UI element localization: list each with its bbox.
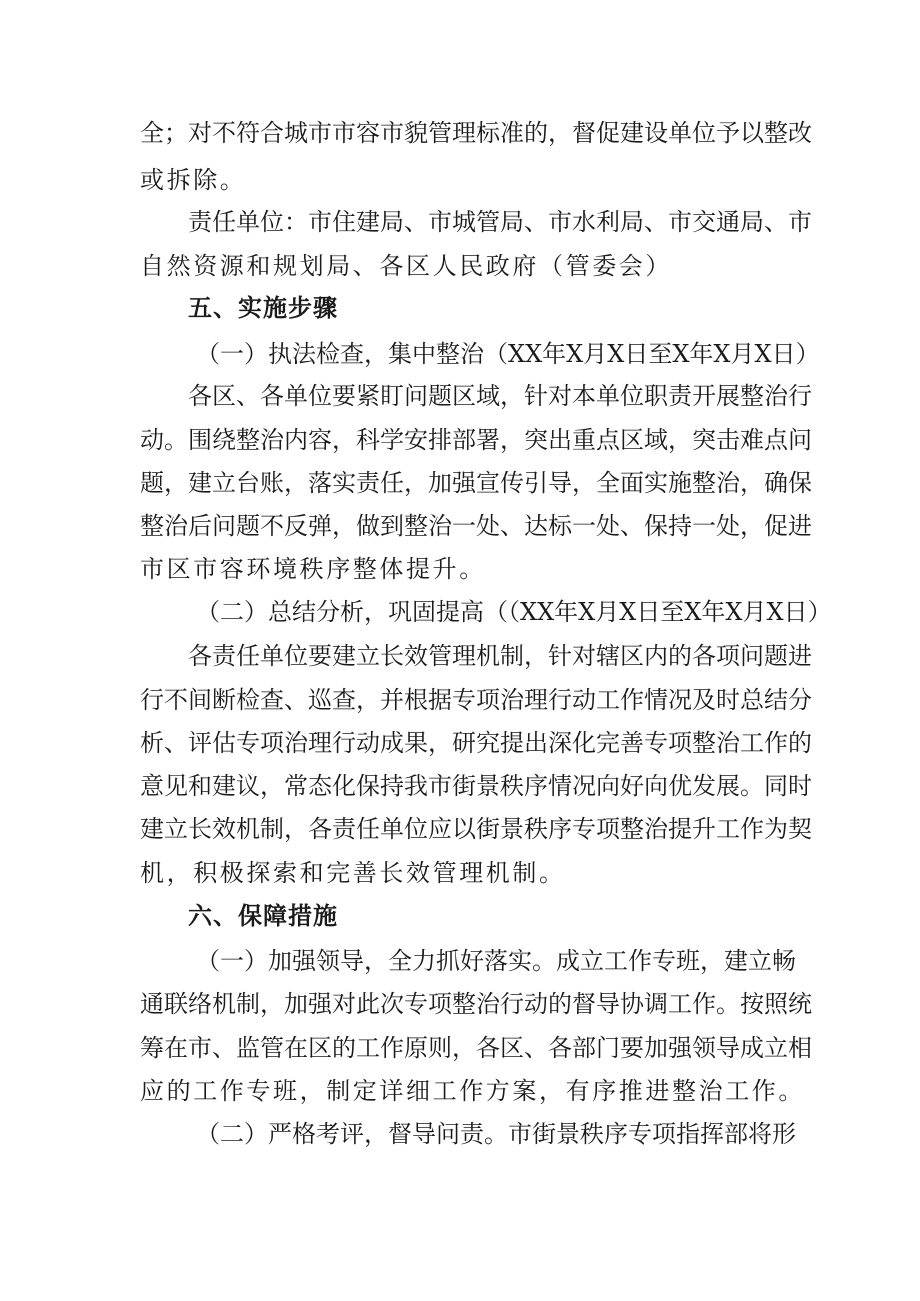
paragraph-line: 应的工作专班，制定详细工作方案，有序推进整治工作。 — [140, 1077, 805, 1105]
paragraph-line: 各责任单位要建立长效管理机制，针对辖区内的各项问题进 — [188, 642, 812, 670]
section-heading: 六、保障措施 — [188, 902, 338, 930]
paragraph-line: 筹在市、监管在区的工作原则，各区、各部门要加强领导成立相 — [140, 1034, 812, 1062]
responsible-units-line: 自然资源和规划局、各区人民政府（管委会） — [140, 252, 672, 280]
paragraph-line: 全；对不符合城市市容市貌管理标准的，督促建设单位予以整改 — [140, 119, 812, 147]
subsection-heading: （二）总结分析，巩固提高（（XX年X月X日至X年X月X日） — [196, 598, 832, 626]
responsible-units-line: 责任单位：市住建局、市城管局、市水利局、市交通局、市 — [188, 208, 812, 236]
paragraph-line: 题，建立台账，落实责任，加强宣传引导，全面实施整治，确保 — [140, 469, 812, 497]
paragraph-line: 意见和建议，常态化保持我市街景秩序情况向好向优发展。同时 — [140, 772, 812, 800]
paragraph-line: （二）严格考评，督导问责。市街景秩序专项指挥部将形 — [196, 1120, 796, 1148]
paragraph-line: 机，积极探索和完善长效管理机制。 — [140, 859, 566, 887]
paragraph-line: 整治后问题不反弹，做到整治一处、达标一处、保持一处，促进 — [140, 512, 812, 540]
section-heading: 五、实施步骤 — [188, 294, 338, 322]
paragraph-line: 各区、各单位要紧盯问题区域，针对本单位职责开展整治行 — [188, 382, 812, 410]
paragraph-line: 市区市容环境秩序整体提升。 — [140, 555, 486, 583]
paragraph-line: 或拆除。 — [140, 166, 247, 194]
paragraph-line: 建立长效机制，各责任单位应以街景秩序专项整治提升工作为契 — [140, 815, 812, 843]
paragraph-line: 通联络机制，加强对此次专项整治行动的督导协调工作。按照统 — [140, 990, 812, 1018]
paragraph-line: （一）加强领导，全力抓好落实。成立工作专班，建立畅 — [196, 947, 796, 975]
subsection-heading: （一）执法检查，集中整治（XX年X月X日至X年X月X日） — [196, 340, 820, 368]
paragraph-line: 行不间断检查、巡查，并根据专项治理行动工作情况及时总结分 — [140, 686, 812, 714]
paragraph-line: 动。围绕整治内容，科学安排部署，突出重点区域，突击难点问 — [140, 426, 812, 454]
paragraph-line: 析、评估专项治理行动成果，研究提出深化完善专项整治工作的 — [140, 729, 812, 757]
